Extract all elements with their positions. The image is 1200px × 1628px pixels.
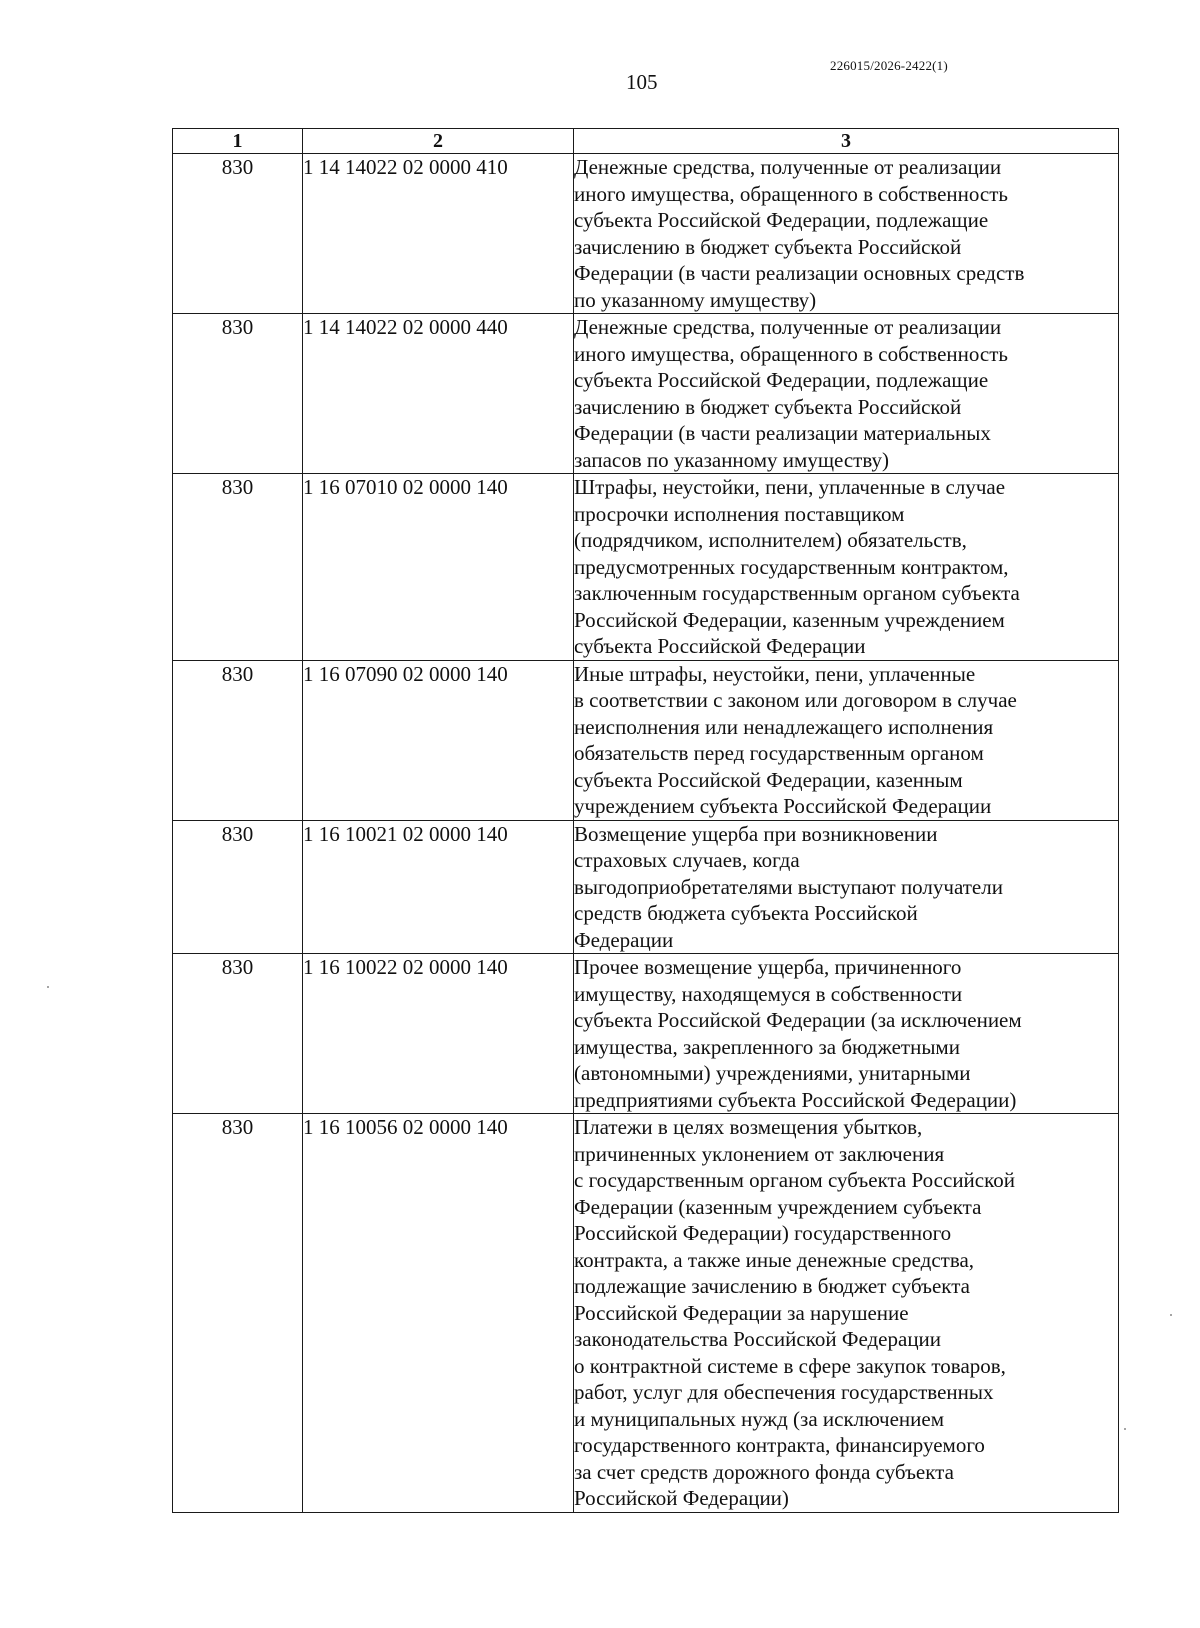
- revenue-name-line: предприятиями субъекта Российской Федерации): [574, 1087, 1017, 1112]
- revenue-name-line: имущества, закрепленного за бюджетными: [574, 1034, 960, 1059]
- revenue-name-cell: [574, 820, 1119, 954]
- revenue-name-line: контракта, а также иные денежные средства,: [574, 1247, 975, 1272]
- page-number: 105: [626, 70, 658, 94]
- revenue-name-line: выгодоприобретателями выступают получатели: [574, 874, 1003, 899]
- revenue-name-line: заключенным государственным органом субъекта: [574, 581, 1020, 605]
- revenue-name-line: Российской Федерации, казенным учреждением: [574, 607, 1005, 632]
- budget-classification-code-cell: 1 16 10021 02 0000 140: [303, 820, 574, 954]
- revenue-name-line: по указанному имуществу): [574, 287, 817, 312]
- column-header-3: 3: [574, 129, 1119, 154]
- revenue-name-line: неисполнения или ненадлежащего исполнения: [574, 714, 994, 739]
- revenue-name-line: о контрактной системе в сфере закупок товаров,: [574, 1353, 1006, 1378]
- administrator-code-cell: 830: [173, 820, 303, 954]
- table-row: [173, 660, 1119, 820]
- revenue-name-line: (подрядчиком, исполнителем) обязательств,: [574, 528, 967, 552]
- revenue-name-line: государственного контракта, финансируемого: [574, 1433, 985, 1457]
- revenue-name-line: зачислению в бюджет субъекта Российской: [574, 394, 962, 419]
- revenue-name-line: субъекта Российской Федерации, подлежащие: [574, 208, 989, 232]
- revenue-name-line: Денежные средства, полученные от реализации: [574, 155, 1002, 179]
- table-body: [173, 154, 1119, 1513]
- administrator-code-cell: 830: [173, 954, 303, 1114]
- budget-classification-code-cell: 1 14 14022 02 0000 440: [303, 314, 574, 474]
- budget-classification-code-cell: 1 16 10022 02 0000 140: [303, 954, 574, 1114]
- revenue-name-line: Прочее возмещение ущерба, причиненного: [574, 955, 962, 979]
- revenue-name-line: иного имущества, обращенного в собственность: [574, 341, 1008, 366]
- administrator-code-cell: 830: [173, 154, 303, 314]
- revenue-name-line: Российской Федерации) государственного: [574, 1221, 952, 1245]
- table-header: [173, 129, 1119, 154]
- revenue-name-line: предусмотренных государственным контрактом,: [574, 554, 1009, 579]
- column-number-row: [173, 129, 1119, 154]
- revenue-name-line: с государственным органом субъекта Российской: [574, 1168, 1015, 1192]
- revenue-name-line: субъекта Российской Федерации, казенным: [574, 767, 963, 792]
- revenue-name-line: подлежащие зачислению в бюджет субъекта: [574, 1274, 970, 1298]
- revenue-name-cell: [574, 314, 1119, 474]
- scan-speck: [47, 986, 49, 988]
- administrator-code-cell: 830: [173, 660, 303, 820]
- revenue-name-cell: [574, 954, 1119, 1114]
- revenue-name-line: страховых случаев, когда: [574, 848, 800, 872]
- revenue-name-line: имуществу, находящемуся в собственности: [574, 981, 963, 1006]
- revenue-name-line: обязательств перед государственным органом: [574, 741, 984, 765]
- revenue-name-line: средств бюджета субъекта Российской: [574, 901, 918, 925]
- budget-classification-code-cell: 1 16 07090 02 0000 140: [303, 660, 574, 820]
- column-header-2: 2: [303, 129, 574, 154]
- revenue-name-line: законодательства Российской Федерации: [574, 1327, 942, 1351]
- budget-classification-code-cell: 1 16 10056 02 0000 140: [303, 1114, 574, 1513]
- revenue-name-line: запасов по указанному имуществу): [574, 447, 890, 472]
- revenue-name-line: работ, услуг для обеспечения государственных: [574, 1380, 994, 1404]
- revenue-name-line: Денежные средства, полученные от реализации: [574, 315, 1002, 339]
- revenue-name-line: причиненных уклонением от заключения: [574, 1141, 945, 1166]
- revenue-name-line: Российской Федерации): [574, 1486, 789, 1510]
- column-header-1: 1: [173, 129, 303, 154]
- revenue-name-line: Штрафы, неустойки, пени, уплаченные в случае: [574, 475, 1006, 499]
- administrator-code-cell: 830: [173, 474, 303, 661]
- revenue-name-line: Российской Федерации за нарушение: [574, 1300, 909, 1325]
- revenue-name-cell: [574, 154, 1119, 314]
- revenue-name-line: субъекта Российской Федерации, подлежащие: [574, 368, 989, 392]
- revenue-name-line: Возмещение ущерба при возникновении: [574, 821, 938, 846]
- revenue-name-cell: [574, 474, 1119, 661]
- administrator-code-cell: 830: [173, 1114, 303, 1513]
- table-row: [173, 154, 1119, 314]
- revenue-codes-table: [172, 128, 1119, 1513]
- table-row: [173, 314, 1119, 474]
- revenue-name-line: субъекта Российской Федерации (за исключением: [574, 1008, 1022, 1032]
- revenue-name-line: субъекта Российской Федерации: [574, 634, 866, 658]
- table-row: [173, 1114, 1119, 1513]
- revenue-name-line: Федерации (в части реализации основных средств: [574, 261, 1025, 285]
- revenue-name-line: зачислению в бюджет субъекта Российской: [574, 234, 962, 259]
- revenue-name-line: и муниципальных нужд (за исключением: [574, 1406, 944, 1431]
- budget-classification-code-cell: 1 14 14022 02 0000 410: [303, 154, 574, 314]
- revenue-name-line: Федерации (казенным учреждением субъекта: [574, 1194, 982, 1219]
- revenue-name-cell: [574, 660, 1119, 820]
- revenue-name-cell: [574, 1114, 1119, 1513]
- revenue-name-line: Федерации: [574, 927, 674, 952]
- table-row: [173, 474, 1119, 661]
- table-row: [173, 954, 1119, 1114]
- revenue-name-line: (автономными) учреждениями, унитарными: [574, 1061, 971, 1085]
- revenue-name-line: в соответствии с законом или договором в случае: [574, 688, 1017, 712]
- revenue-name-line: Платежи в целях возмещения убытков,: [574, 1115, 923, 1139]
- revenue-name-line: Иные штрафы, неустойки, пени, уплаченные: [574, 661, 976, 686]
- scan-speck: [1170, 1314, 1172, 1316]
- revenue-name-line: иного имущества, обращенного в собственность: [574, 181, 1008, 206]
- revenue-name-line: Федерации (в части реализации материальных: [574, 421, 991, 445]
- document-number: 226015/2026-2422(1): [830, 58, 948, 73]
- revenue-name-line: просрочки исполнения поставщиком: [574, 501, 905, 526]
- revenue-name-line: учреждением субъекта Российской Федерации: [574, 794, 992, 818]
- scan-speck: [1124, 1428, 1126, 1430]
- administrator-code-cell: 830: [173, 314, 303, 474]
- budget-classification-code-cell: 1 16 07010 02 0000 140: [303, 474, 574, 661]
- revenue-name-line: за счет средств дорожного фонда субъекта: [574, 1459, 954, 1484]
- table-row: [173, 820, 1119, 954]
